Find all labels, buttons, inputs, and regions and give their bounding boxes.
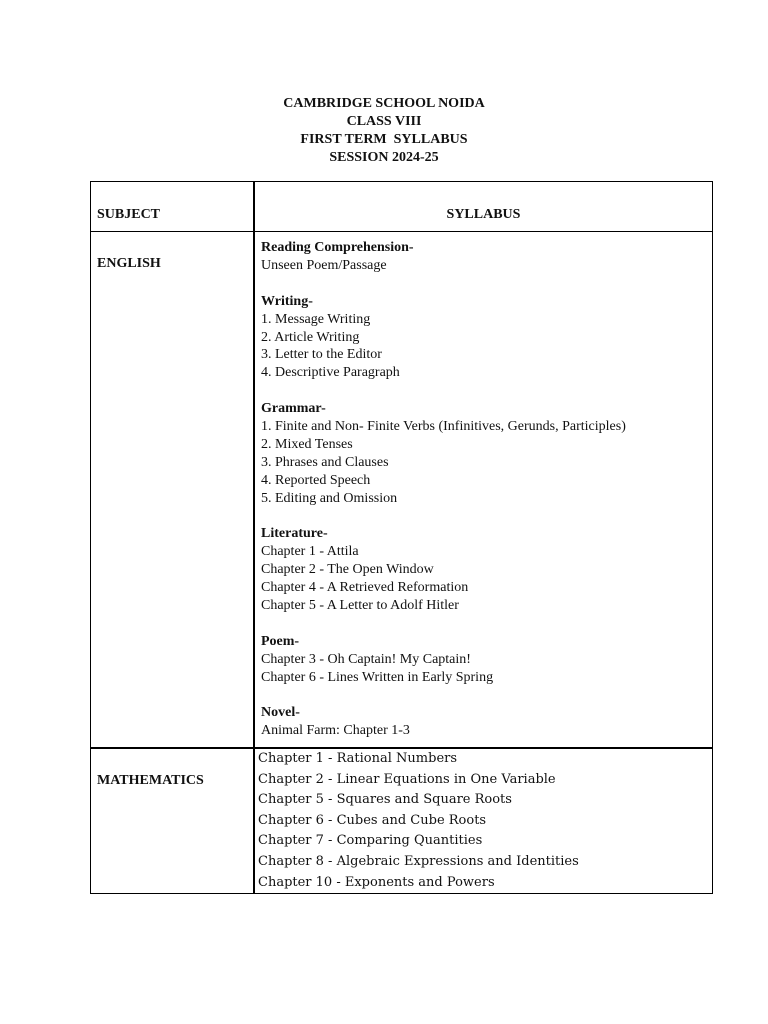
syllabus-item: 3. Phrases and Clauses (261, 454, 389, 470)
syllabus-item: Unseen Poem/Passage (261, 257, 387, 273)
syllabus-header-label: SYLLABUS (446, 207, 521, 222)
subject-header-label: SUBJECT (97, 207, 161, 222)
syllabus-section (261, 633, 712, 687)
english-syllabus (255, 232, 712, 740)
syllabus-section (261, 400, 712, 507)
table-row-mathematics (91, 748, 713, 894)
syllabus-section (261, 704, 712, 740)
syllabus-item: Chapter 3 - Oh Captain! My Captain! (261, 651, 471, 667)
syllabus-item: Chapter 10 - Exponents and Powers (258, 874, 495, 890)
syllabus-cell-mathematics (254, 748, 713, 894)
syllabus-item: 2. Article Writing (261, 329, 360, 345)
session-label: SESSION 2024-25 (329, 150, 439, 165)
syllabus-item: Chapter 6 - Lines Written in Early Spring (261, 669, 494, 685)
subject-cell-english (91, 232, 255, 749)
syllabus-item: Chapter 2 - The Open Window (261, 562, 434, 578)
syllabus-item: 1. Message Writing (261, 311, 371, 327)
term-label: FIRST TERM SYLLABUS (300, 132, 468, 147)
syllabus-item: Chapter 1 - Attila (261, 544, 359, 560)
section-heading: Novel- (261, 705, 300, 721)
syllabus-item: Chapter 8 - Algebraic Expressions and Identities (258, 853, 579, 869)
syllabus-item: Chapter 5 - Squares and Square Roots (258, 792, 512, 808)
syllabus-table (90, 181, 713, 894)
section-heading: Literature- (261, 526, 328, 542)
table-header-row (91, 182, 713, 232)
syllabus-item: 3. Letter to the Editor (261, 347, 382, 363)
section-heading: Reading Comprehension- (261, 240, 414, 255)
syllabus-cell-english (254, 232, 713, 749)
section-heading: Grammar- (261, 401, 326, 417)
syllabus-item: 4. Descriptive Paragraph (261, 365, 400, 381)
document-header (0, 95, 768, 167)
school-name: CAMBRIDGE SCHOOL NOIDA (283, 96, 485, 111)
syllabus-column-header (254, 182, 713, 232)
syllabus-item: 4. Reported Speech (261, 472, 371, 488)
syllabus-section (261, 293, 712, 383)
syllabus-item: Chapter 4 - A Retrieved Reformation (261, 580, 469, 596)
table-row-english (91, 232, 713, 749)
syllabus-item: 1. Finite and Non- Finite Verbs (Infinitives, Gerunds, Participles) (261, 419, 626, 435)
syllabus-section (261, 239, 712, 275)
section-heading: Poem- (261, 633, 300, 649)
subject-name-english: ENGLISH (97, 256, 161, 271)
syllabus-item: Chapter 1 - Rational Numbers (258, 751, 458, 766)
syllabus-item: Chapter 2 - Linear Equations in One Variable (258, 771, 556, 787)
syllabus-item: 2. Mixed Tenses (261, 436, 353, 452)
syllabus-item: Animal Farm: Chapter 1-3 (261, 723, 410, 739)
subject-name-mathematics: MATHEMATICS (97, 773, 204, 788)
class-label: CLASS VIII (346, 114, 422, 129)
syllabus-item: Chapter 6 - Cubes and Cube Roots (258, 812, 487, 828)
subject-cell-mathematics (91, 748, 255, 894)
syllabus-item: Chapter 5 - A Letter to Adolf Hitler (261, 598, 459, 614)
section-heading: Writing- (261, 293, 313, 309)
subject-column-header (91, 182, 255, 232)
syllabus-section (261, 525, 712, 615)
syllabus-item: Chapter 7 - Comparing Quantities (258, 833, 483, 849)
syllabus-item: 5. Editing and Omission (261, 490, 398, 506)
mathematics-syllabus (255, 749, 712, 893)
